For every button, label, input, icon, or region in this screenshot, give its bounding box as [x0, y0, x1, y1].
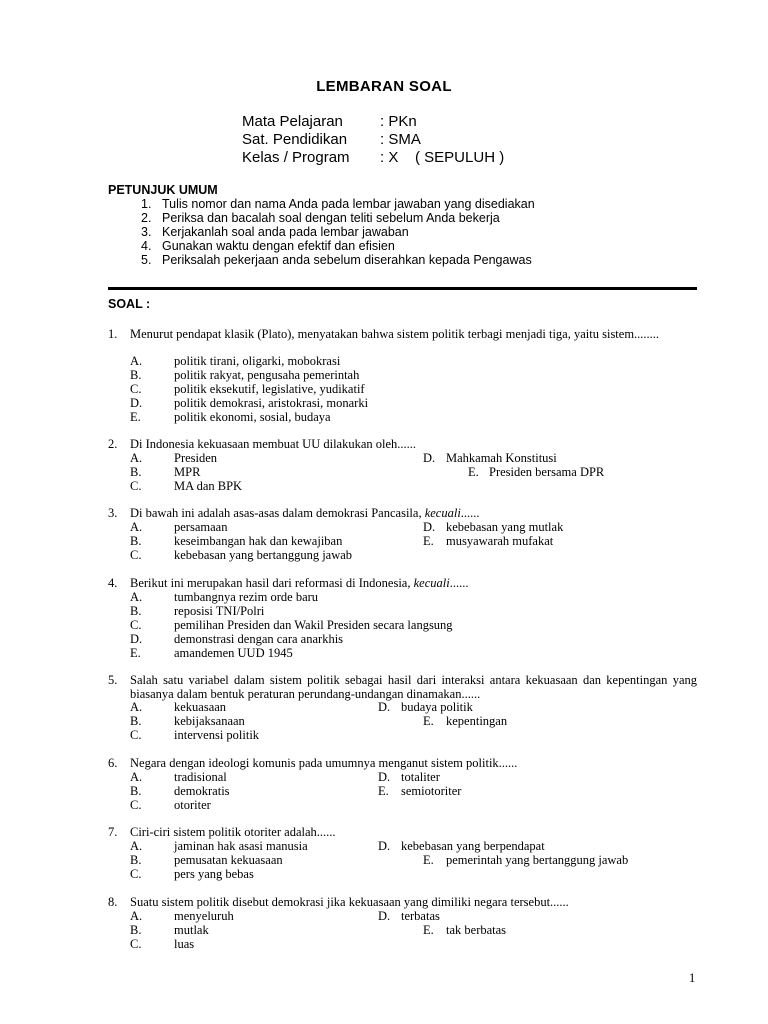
question-text: Menurut pendapat klasik (Plato), menyatakan bahwa sistem politik terbagi menjadi tiga, yaitu sistem........	[130, 327, 660, 341]
section-divider	[108, 287, 697, 290]
instruction-number: 2.	[141, 211, 152, 225]
option-text: musyawarah mufakat	[446, 534, 554, 548]
option-letter: E.	[423, 853, 434, 867]
option-text: politik ekonomi, sosial, budaya	[174, 410, 331, 424]
page-number: 1	[689, 971, 696, 985]
instruction-text: Periksalah pekerjaan anda sebelum diserahkan kepada Pengawas	[162, 253, 532, 267]
option-text: terbatas	[401, 909, 440, 923]
option-letter: B.	[130, 534, 142, 548]
instruction-number: 5.	[141, 253, 152, 267]
question-number: 2.	[108, 437, 118, 451]
meta-label-class: Kelas / Program	[242, 149, 350, 166]
option-letter: B.	[130, 923, 142, 937]
option-text: kebebasan yang berpendapat	[401, 839, 545, 853]
option-text: pers yang bebas	[174, 867, 254, 881]
option-text: politik rakyat, pengusaha pemerintah	[174, 368, 360, 382]
instruction-text: Kerjakanlah soal anda pada lembar jawaban	[162, 225, 409, 239]
option-letter: A.	[130, 770, 143, 784]
option-text: Presiden bersama DPR	[489, 465, 605, 479]
question-emphasis: kecuali	[424, 506, 461, 520]
question-number: 4.	[108, 576, 118, 590]
option-text: totaliter	[401, 770, 440, 784]
option-letter: D.	[378, 700, 391, 714]
option-letter: B.	[130, 465, 142, 479]
option-letter: D.	[378, 909, 391, 923]
option-letter: A.	[130, 590, 143, 604]
option-text: MA dan BPK	[174, 479, 243, 493]
option-letter: C.	[130, 618, 142, 632]
option-text: persamaan	[174, 520, 228, 534]
option-text: politik eksekutif, legislative, yudikatif	[174, 382, 365, 396]
question-number: 6.	[108, 756, 118, 770]
option-letter: E.	[423, 923, 434, 937]
option-letter: D.	[423, 451, 436, 465]
option-text: tak berbatas	[446, 923, 507, 937]
instruction-number: 3.	[141, 225, 152, 239]
option-letter: A.	[130, 451, 143, 465]
option-text: reposisi TNI/Polri	[174, 604, 265, 618]
option-text: demokratis	[174, 784, 230, 798]
option-text: Presiden	[174, 451, 218, 465]
option-text: pemilihan Presiden dan Wakil Presiden secara langsung	[174, 618, 453, 632]
option-letter: D.	[130, 632, 143, 646]
option-text: intervensi politik	[174, 728, 260, 742]
option-letter: E.	[423, 534, 434, 548]
option-letter: C.	[130, 937, 142, 951]
option-letter: E.	[468, 465, 479, 479]
question-text: Di bawah ini adalah asas-asas dalam demokrasi Pancasila, kecuali......	[130, 506, 480, 520]
option-text: budaya politik	[401, 700, 473, 714]
option-text: kekuasaan	[174, 700, 227, 714]
instruction-number: 1.	[141, 197, 152, 211]
option-letter: A.	[130, 700, 143, 714]
option-letter: C.	[130, 382, 142, 396]
option-text: kepentingan	[446, 714, 508, 728]
question-number: 8.	[108, 895, 118, 909]
option-text: mutlak	[174, 923, 209, 937]
option-letter: C.	[130, 479, 142, 493]
option-letter: D.	[378, 770, 391, 784]
option-text: kebebasan yang bertanggung jawab	[174, 548, 353, 562]
option-letter: A.	[130, 839, 143, 853]
question-text: Di Indonesia kekuasaan membuat UU dilakukan oleh......	[130, 437, 417, 451]
option-text: pemerintah yang bertanggung jawab	[446, 853, 629, 867]
option-text: jaminan hak asasi manusia	[174, 839, 308, 853]
meta-value-school: : SMA	[380, 131, 421, 148]
option-text: tradisional	[174, 770, 227, 784]
option-letter: D.	[378, 839, 391, 853]
option-text: kebebasan yang mutlak	[446, 520, 564, 534]
option-text: semiotoriter	[401, 784, 462, 798]
meta-label-subject: Mata Pelajaran	[242, 113, 343, 130]
option-letter: C.	[130, 548, 142, 562]
option-letter: B.	[130, 714, 142, 728]
option-text: tumbangnya rezim orde baru	[174, 590, 319, 604]
option-text: luas	[174, 937, 195, 951]
option-text: keseimbangan hak dan kewajiban	[174, 534, 343, 548]
instruction-number: 4.	[141, 239, 152, 253]
option-letter: C.	[130, 798, 142, 812]
page-title: LEMBARAN SOAL	[316, 78, 452, 95]
question-text: Ciri-ciri sistem politik otoriter adalah......	[130, 825, 336, 839]
option-letter: C.	[130, 728, 142, 742]
option-letter: E.	[130, 646, 141, 660]
meta-value-class: : X ( SEPULUH )	[380, 149, 505, 166]
option-letter: B.	[130, 784, 142, 798]
option-letter: A.	[130, 354, 143, 368]
question-text: Salah satu variabel dalam sistem politik sebagai hasil dari interaksi antara kekuasaan dan kepentingan yang biasanya dalam bentuk peraturan perundang-undangan dinamakan......	[130, 673, 697, 701]
option-letter: E.	[130, 410, 141, 424]
option-letter: C.	[130, 867, 142, 881]
question-number: 1.	[108, 327, 118, 341]
option-text: Mahkamah Konstitusi	[446, 451, 557, 465]
option-letter: A.	[130, 520, 143, 534]
option-letter: D.	[423, 520, 436, 534]
questions-heading: SOAL :	[108, 297, 151, 311]
question-text: Berikut ini merupakan hasil dari reformasi di Indonesia, kecuali......	[130, 576, 469, 590]
option-text: kebijaksanaan	[174, 714, 245, 728]
question-text: Negara dengan ideologi komunis pada umumnya menganut sistem politik......	[130, 756, 518, 770]
option-letter: E.	[378, 784, 389, 798]
option-text: politik demokrasi, aristokrasi, monarki	[174, 396, 369, 410]
option-text: MPR	[174, 465, 201, 479]
option-letter: B.	[130, 368, 142, 382]
option-text: politik tirani, oligarki, mobokrasi	[174, 354, 341, 368]
instructions-heading: PETUNJUK UMUM	[108, 183, 218, 197]
instruction-text: Gunakan waktu dengan efektif dan efisien	[162, 239, 395, 253]
option-letter: A.	[130, 909, 143, 923]
option-text: demonstrasi dengan cara anarkhis	[174, 632, 344, 646]
instruction-text: Periksa dan bacalah soal dengan teliti sebelum Anda bekerja	[162, 211, 500, 225]
instruction-text: Tulis nomor dan nama Anda pada lembar jawaban yang disediakan	[162, 197, 535, 211]
question-number: 7.	[108, 825, 118, 839]
option-text: amandemen UUD 1945	[174, 646, 293, 660]
meta-value-subject: : PKn	[380, 113, 417, 130]
option-letter: D.	[130, 396, 143, 410]
option-letter: B.	[130, 604, 142, 618]
meta-label-school: Sat. Pendidikan	[242, 131, 348, 148]
question-text: Suatu sistem politik disebut demokrasi jika kekuasaan yang dimiliki negara tersebut......	[130, 895, 569, 909]
question-emphasis: kecuali	[413, 576, 450, 590]
question-number: 5.	[108, 673, 118, 687]
option-letter: E.	[423, 714, 434, 728]
question-number: 3.	[108, 506, 118, 520]
option-letter: B.	[130, 853, 142, 867]
option-text: otoriter	[174, 798, 211, 812]
option-text: menyeluruh	[174, 909, 234, 923]
option-text: pemusatan kekuasaan	[174, 853, 283, 867]
